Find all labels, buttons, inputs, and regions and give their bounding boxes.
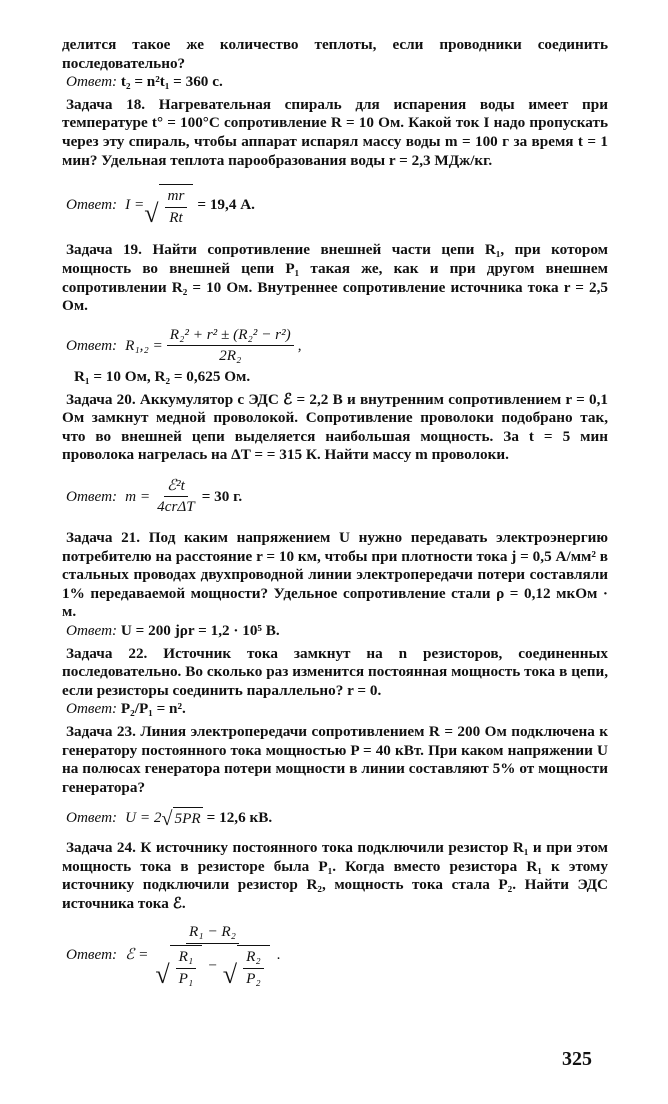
fraction: [243, 948, 264, 988]
answer-label: Ответ:: [66, 808, 118, 826]
answer-label: Ответ:: [66, 336, 118, 354]
answer-value: t₂ = n²t₁ = 360 с.: [120, 73, 223, 91]
formula-lhs: m =: [125, 487, 151, 505]
numerator: R₂² + r² ± (R₂² − r²): [167, 326, 294, 347]
task-20-answer: [62, 477, 608, 517]
task-text: Источник тока замкнут на n резисторов, соединенных последовательно. Во сколько раз изменится постоянная мощность тока в цепи, если резисторы соединить параллельно? r = 0.: [62, 644, 608, 699]
formula-rhs: = 30 г.: [201, 487, 243, 505]
task-text: Под каким напряжением U нужно передавать электроэнергию потребителю на расстояние r = 10 км, чтобы при плотности тока j = 0,5 А/мм² в стальных проводах двухпроводной линии электропередачи потери составляли 1% передаваемой мощности? Удельное сопротивление стали ρ = 0,12 мкОм · м.: [62, 529, 609, 621]
formula-rhs: = 12,6 кВ.: [206, 808, 273, 826]
task-18-answer: [62, 184, 608, 227]
answer-value: U = 200 jρr = 1,2 · 10⁵ В.: [120, 622, 280, 640]
sqrt-sign: [144, 184, 193, 227]
intro-answer: [62, 73, 608, 92]
answer-label: Ответ:: [66, 487, 118, 505]
formula-tail: .: [276, 946, 281, 964]
denominator-group: [152, 944, 272, 988]
task-label: Задача 22.: [66, 644, 148, 662]
radical-icon: √: [155, 960, 170, 990]
denominator: Rt: [169, 208, 183, 226]
answer-label: Ответ:: [66, 700, 118, 718]
task-24: [62, 839, 608, 913]
intro-text: делится такое же количество теплоты, если проводники соединить последовательно?: [62, 36, 608, 72]
radical-icon: √: [144, 199, 159, 229]
denominator: P₁: [178, 969, 194, 987]
task-22-answer: [62, 700, 608, 719]
numerator: mr: [165, 187, 188, 208]
numerator: R₁: [176, 948, 197, 969]
page-number: 325: [562, 1048, 592, 1070]
answer-label: Ответ:: [66, 622, 118, 640]
task-19: [62, 241, 608, 315]
task-19-result: R₁ = 10 Ом, R₂ = 0,625 Ом.: [74, 367, 251, 385]
task-label: Задача 21.: [66, 529, 141, 547]
numerator: R₂: [243, 948, 264, 969]
task-20: [62, 391, 608, 465]
task-text: Линия электропередачи сопротивлением R = 200 Ом подключена к генератору постоянного тока мощностью P = 40 кВт. При каком напряжении U на полюсах генератора потери мощности в линии составляют 5% от мощности генератора?: [62, 723, 608, 796]
task-21: [62, 529, 608, 622]
formula-rhs: = 19,4 А.: [197, 196, 255, 214]
fraction: [154, 477, 198, 517]
task-23: [62, 723, 608, 797]
denominator: P₂: [246, 969, 261, 987]
task-text: Аккумулятор с ЭДС ℰ = 2,2 В и внутренним сопротивлением r = 0,1 Ом замкнут медной проволокой. Сопротивление проволоки подобрано так, что во внешней цепи выделяется наибольшая мощность. За t = 5 мин проволока нагрелась на ΔT = = 315 К. Найти массу m проволоки.: [62, 390, 609, 464]
numerator: ℰ²t: [164, 477, 188, 498]
fraction: [165, 187, 188, 227]
numerator: R₁ − R₂: [186, 923, 239, 944]
denominator: 4crΔT: [157, 498, 195, 516]
formula-lhs: ℰ =: [125, 946, 149, 964]
task-22: [62, 645, 608, 701]
formula-tail: ,: [297, 336, 302, 354]
task-23-answer: [62, 807, 608, 829]
formula-lhs: U = 2: [125, 808, 162, 826]
sqrt-sign: [223, 945, 270, 988]
task-text: Найти сопротивление внешней части цепи R₁, при котором мощность во внешней цепи P₁ такая же, как и при другом внешнем сопротивлении R₂ = 10 Ом. Внутреннее сопротивление источника тока r = 2,5 Ом.: [62, 241, 609, 315]
answer-label: Ответ:: [66, 946, 118, 964]
radical-icon: √: [161, 807, 173, 830]
answer-label: Ответ:: [66, 196, 118, 214]
task-label: Задача 20.: [66, 390, 136, 408]
task-label: Задача 19.: [66, 241, 142, 259]
task-18: [62, 96, 608, 170]
formula-lhs: I =: [125, 196, 145, 214]
page-body: [62, 36, 608, 994]
formula-lhs: R₁,₂ =: [125, 336, 163, 354]
task-label: Задача 23.: [66, 723, 136, 740]
sqrt-sign: [162, 807, 203, 829]
denominator: 2R₂: [219, 347, 242, 365]
answer-label: Ответ:: [66, 73, 118, 91]
task-24-answer: [62, 923, 608, 988]
radicand: 5PR: [173, 807, 203, 829]
task-21-answer: [62, 622, 608, 641]
radical-icon: √: [222, 960, 238, 990]
task-19-answer: [62, 326, 608, 366]
sqrt-sign: [155, 945, 202, 988]
answer-value: P₂/P₁ = n².: [120, 700, 186, 718]
fraction: [167, 326, 294, 366]
task-text: К источнику постоянного тока подключили резистор R₁ и при этом мощность тока в резисторе была P₁. Когда вместо резистора R₁ к этому источнику подключили резистор R₂, мощность тока стала P₂. Найти ЭДС источника тока ℰ.: [62, 838, 609, 912]
minus-sign: −: [208, 957, 217, 975]
task-label: Задача 24.: [66, 838, 136, 856]
task-text: Нагревательная спираль для испарения воды имеет при температуре t° = 100°С сопротивление R = 10 Ом. Какой ток I надо пропускать через эту спираль, чтобы аппарат испарял массу воды m = 100 г за время t = 1 мин? Удельная теплота парообразования воды r = 2,3 МДж/кг.: [62, 95, 609, 169]
task-label: Задача 18.: [66, 95, 146, 113]
fraction: [176, 948, 197, 988]
fraction: [152, 923, 272, 988]
